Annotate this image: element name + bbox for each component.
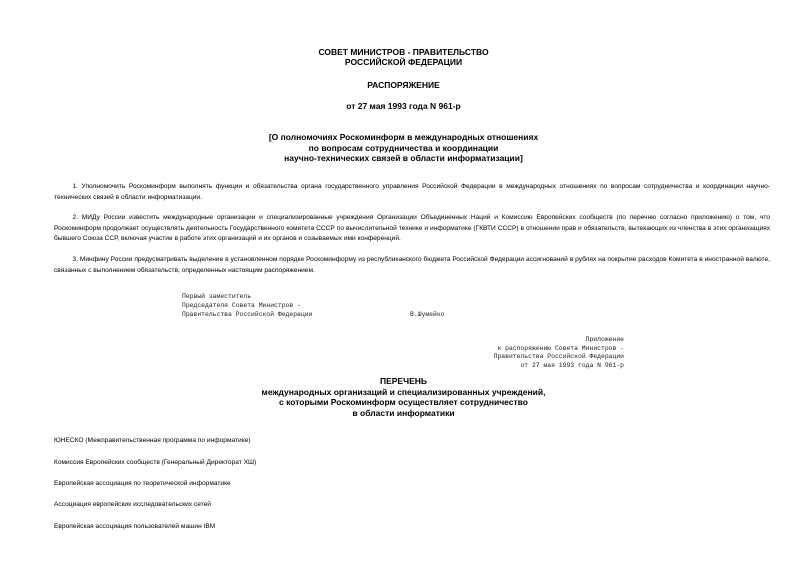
signature-title-1: Первый заместитель	[182, 293, 252, 300]
paragraph-2: 2. МИДу России известить международные организации и специализированные учреждения Организации Объединенных Наций и Комиссию Европейских сообществ (по перечню согласно приложению) о том, что Роскоминформ продолжает осуществлять деятельность Государственного комитета СССР по вычислительной технике и информатике (ГКВТИ СССР) в отношении прав и обязательств, вытекающих из членства в этих организациях бывшего Союза ССР, включая участие в работе этих организаций и их органов и созываемых ими конференций.	[54, 214, 770, 242]
subject-line-2: по вопросам сотрудничества и координации	[308, 142, 499, 153]
paragraph-1: 1. Уполномочить Роскоминформ выполнять функции и обязательства органа государственного управления Российской Федерации в международных отношениях по вопросам сотрудничества и координации научно-технических связей в области информатизации.	[54, 183, 770, 201]
list-title-line-3: с которыми Роскоминформ осуществляет сотрудничество	[279, 397, 528, 407]
subject-line-3: научно-технических связей в области информатизации]	[284, 153, 523, 163]
list-item: Ассоциация европейских исследовательских сетей	[54, 501, 211, 508]
appendix-ref-4: от 27 мая 1993 года N 961-р	[520, 361, 624, 369]
signature-title-2: Председателя Совета Министров -	[182, 302, 301, 309]
signature-name: В.Шумейко	[410, 311, 445, 318]
paragraph-3: 3. Минфину России предусматривать выделение в установленном порядке Роскоминформу из республиканского бюджета Российской Федерации ассигнований в рублях на покрытие расходов Комитета в иностранной валюте, связанных с выполнением обязательств, определенных настоящим распоряжением.	[54, 256, 770, 274]
document-date: от 27 мая 1993 года N 961-р	[346, 101, 461, 111]
list-item: Европейская ассоциация по теоретической информатике	[54, 480, 231, 487]
list-title: ПЕРЕЧЕНЬ	[379, 376, 427, 386]
header-line-2: РОССИЙСКОЙ ФЕДЕРАЦИИ	[344, 57, 463, 67]
signature-title-3: Правительства Российской Федерации	[182, 311, 313, 318]
list-title-line-2: международных организаций и специализированных учреждений,	[261, 386, 546, 397]
subject-line-1: [О полномочиях Роскоминформ в международных отношениях	[268, 132, 539, 142]
appendix-ref-2: к распоряжению Совета Министров -	[497, 344, 624, 352]
list-item: Европейская ассоциация пользователей машин IBM	[54, 523, 216, 530]
list-title-line-4: в области информатики	[352, 407, 455, 418]
header-line-1: СОВЕТ МИНИСТРОВ - ПРАВИТЕЛЬСТВО	[318, 47, 489, 57]
list-item: ЮНЕСКО (Межправительственная программа по информатике)	[54, 437, 251, 444]
list-item: Комиссия Европейских сообществ (Генеральный Директорат ХШ)	[54, 459, 257, 466]
appendix-label: Приложение	[585, 336, 624, 343]
appendix-ref-3: Правительства Российской Федерации	[493, 353, 624, 360]
document-type: РАСПОРЯЖЕНИЕ	[367, 80, 440, 90]
